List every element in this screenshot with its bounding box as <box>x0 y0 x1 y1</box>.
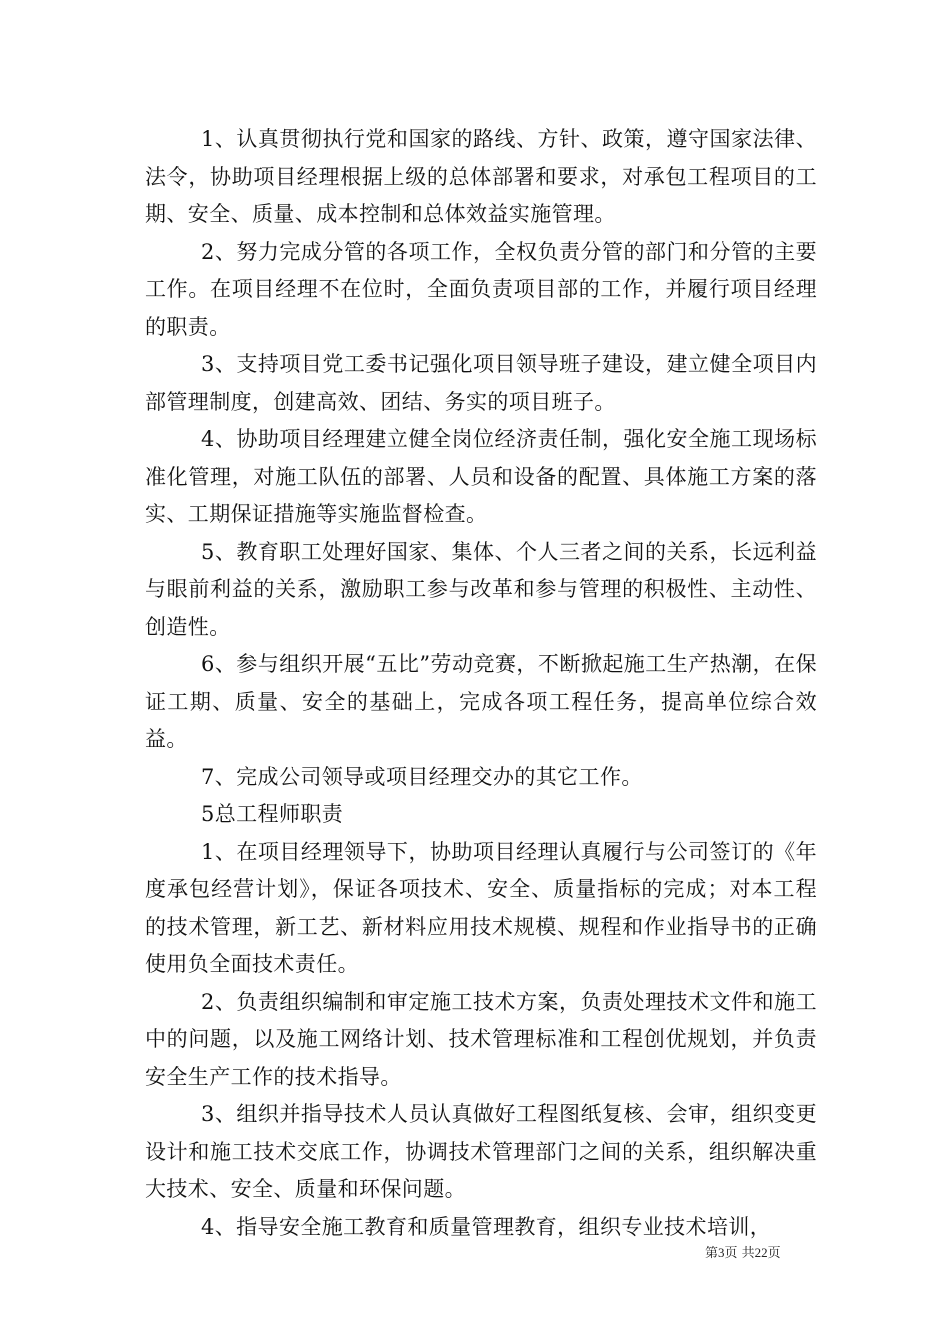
paragraph: 1、在项目经理领导下，协助项目经理认真履行与公司签订的《年度承包经营计划》，保证各项技术、安全、质量指标的完成；对本工程的技术管理，新工艺、新材料应用技术规模、规程和作业指导书的正确使用负全面技术责任。 <box>145 839 817 976</box>
paragraph: 1、认真贯彻执行党和国家的路线、方针、政策，遵守国家法律、法令，协助项目经理根据上级的总体部署和要求，对承包工程项目的工期、安全、质量、成本控制和总体效益实施管理。 <box>145 127 817 226</box>
footer-suffix: 页 <box>767 1246 781 1261</box>
section-heading: 5总工程师职责 <box>201 802 344 826</box>
paragraph: 3、组织并指导技术人员认真做好工程图纸复核、会审，组织变更设计和施工技术交底工作，协调技术管理部门之间的关系，组织解决重大技术、安全、质量和环保问题。 <box>145 1102 817 1201</box>
paragraph: 3、支持项目党工委书记强化项目领导班子建设，建立健全项目内部管理制度，创建高效、团结、务实的项目班子。 <box>145 352 817 414</box>
paragraph: 4、指导安全施工教育和质量管理教育，组织专业技术培训， <box>201 1214 772 1239</box>
paragraph: 6、参与组织开展“五比”劳动竞赛，不断掀起施工生产热潮，在保证工期、质量、安全的基础上，完成各项工程任务，提高单位综合效益。 <box>145 652 817 751</box>
total-page-number: 22 <box>754 1245 768 1260</box>
document-body <box>145 121 817 1246</box>
paragraph: 7、完成公司领导或项目经理交办的其它工作。 <box>201 764 643 789</box>
paragraph: 4、协助项目经理建立健全岗位经济责任制，强化安全施工现场标准化管理，对施工队伍的部署、人员和设备的配置、具体施工方案的落实、工期保证措施等实施监督检查。 <box>145 427 817 526</box>
current-page-number: 3 <box>718 1245 725 1260</box>
paragraph: 2、负责组织编制和审定施工技术方案，负责处理技术文件和施工中的问题，以及施工网络计划、技术管理标准和工程创优规划，并负责安全生产工作的技术指导。 <box>145 989 817 1089</box>
page-number-footer <box>705 1245 781 1262</box>
footer-middle: 页 共 <box>724 1246 755 1261</box>
paragraph: 2、努力完成分管的各项工作，全权负责分管的部门和分管的主要工作。在项目经理不在位时，全面负责项目部的工作，并履行项目经理的职责。 <box>145 239 817 339</box>
footer-prefix: 第 <box>705 1246 719 1261</box>
paragraph: 5、教育职工处理好国家、集体、个人三者之间的关系，长远利益与眼前利益的关系，激励职工参与改革和参与管理的积极性、主动性、创造性。 <box>145 539 817 639</box>
